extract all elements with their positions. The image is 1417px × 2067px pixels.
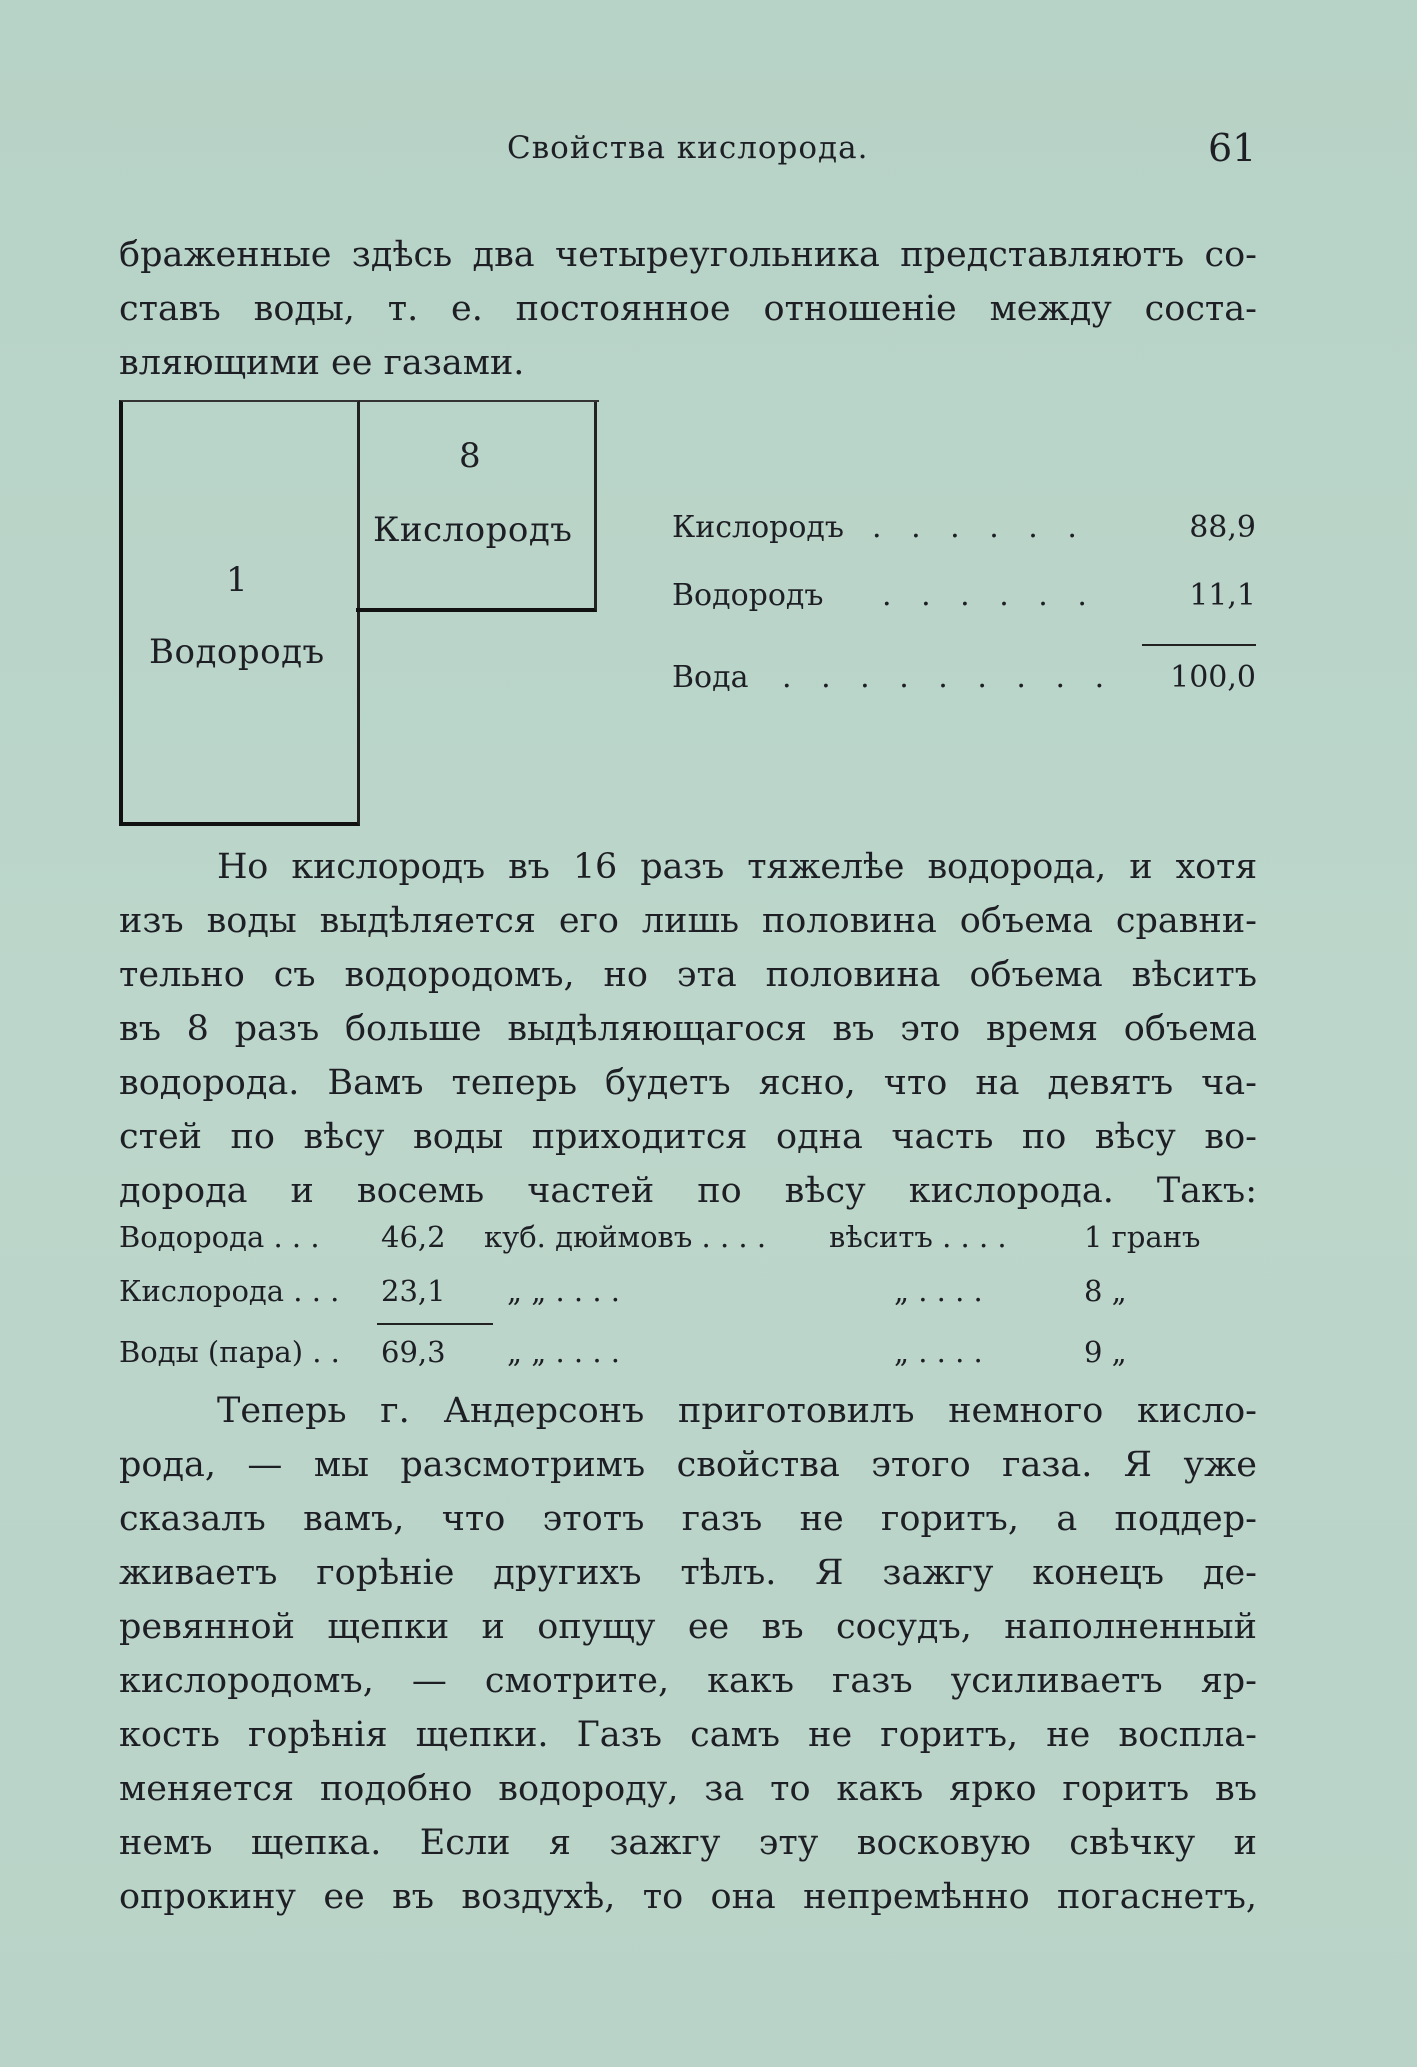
weight-amount: 23,1 (381, 1274, 446, 1308)
composition-name: Вода (672, 660, 749, 695)
text-line: сказалъ вамъ, что этотъ газъ не горитъ, а поддер- (119, 1499, 1257, 1539)
text-line: кость горѣнія щепки. Газъ самъ не горитъ, не воспла- (119, 1715, 1257, 1755)
composition-dots: . . . . . . (872, 510, 1087, 545)
running-title: Свойства кислорода. (507, 130, 869, 166)
text-line: изъ воды выдѣляется его лишь половина объема сравни- (119, 901, 1257, 941)
weight-value: 9 „ (1084, 1335, 1127, 1369)
paragraph-2 (119, 1384, 1257, 1924)
weight-substance: Водорода . . . (119, 1220, 320, 1254)
text-line: Теперь г. Андерсонъ приготовилъ немного кисло- (217, 1391, 1257, 1431)
composition-row (672, 578, 1256, 622)
oxygen-volume: 8 (459, 436, 481, 476)
intro-text (119, 228, 1257, 390)
weight-substance: Воды (пара) . . (119, 1335, 340, 1369)
weight-unit: „ „ . . . . (507, 1274, 621, 1308)
composition-row (672, 510, 1256, 554)
text-line: немъ щепка. Если я зажгу эту восковую свѣчку и (119, 1823, 1257, 1863)
composition-name: Кислородъ (672, 510, 844, 545)
weight-row (119, 1220, 1201, 1264)
weight-value: 1 гранъ (1084, 1220, 1201, 1254)
text-line: Но кислородъ въ 16 разъ тяжелѣе водорода, и хотя (217, 847, 1257, 887)
text-line: опрокину ее въ воздухѣ, то она непремѣнно погаснетъ, (119, 1877, 1257, 1917)
text-line: дорода и восемь частей по вѣсу кислорода. Такъ: (119, 1171, 1257, 1211)
composition-dots: . . . . . . . . . (782, 660, 1115, 695)
text-line: тельно съ водородомъ, но эта половина объема вѣситъ (119, 955, 1257, 995)
weight-amount: 46,2 (381, 1220, 446, 1254)
composition-row (672, 660, 1256, 704)
text-line: меняется подобно водороду, за то какъ ярко горитъ въ (119, 1769, 1257, 1809)
text-line: въ 8 разъ больше выдѣляющагося въ это время объема (119, 1009, 1257, 1049)
text-line: вляющими ее газами. (119, 343, 525, 383)
text-line: кислородомъ, — смотрите, какъ газъ усиливаетъ яр- (119, 1661, 1257, 1701)
text-line: рода, — мы разсмотримъ свойства этого газа. Я уже (119, 1445, 1257, 1485)
paragraph-1 (119, 840, 1257, 1218)
weight-verb: вѣситъ . . . . (829, 1220, 1007, 1254)
composition-value: 100,0 (1170, 660, 1256, 695)
weight-substance: Кислорода . . . (119, 1274, 340, 1308)
weight-amount: 69,3 (381, 1335, 446, 1369)
weight-row (119, 1274, 1179, 1318)
page-number: 61 (1208, 126, 1257, 170)
oxygen-label: Кислородъ (373, 510, 573, 550)
weight-sum-rule (377, 1323, 493, 1325)
weight-value: 8 „ (1084, 1274, 1127, 1308)
hydrogen-box (119, 400, 360, 826)
text-line: водорода. Вамъ теперь будетъ ясно, что на девятъ ча- (119, 1063, 1257, 1103)
composition-name: Водородъ (672, 578, 824, 613)
composition-value: 88,9 (1189, 510, 1256, 545)
hydrogen-volume: 1 (226, 560, 248, 600)
hydrogen-label: Водородъ (149, 632, 325, 672)
text-line: ставъ воды, т. е. постоянное отношеніе между соста- (119, 289, 1257, 329)
text-line: ревянной щепки и опущу ее въ сосудъ, наполненный (119, 1607, 1257, 1647)
weight-verb: „ . . . . (894, 1274, 983, 1308)
water-volume-diagram (119, 400, 601, 828)
composition-sum-rule (1142, 644, 1256, 646)
oxygen-box (356, 402, 597, 612)
weight-unit: „ „ . . . . (507, 1335, 621, 1369)
weight-row (119, 1335, 1179, 1379)
weight-verb: „ . . . . (894, 1335, 983, 1369)
composition-dots: . . . . . . (882, 578, 1097, 613)
text-line: браженные здѣсь два четыреугольника представляютъ со- (119, 235, 1257, 275)
text-line: стей по вѣсу воды приходится одна часть по вѣсу во- (119, 1117, 1257, 1157)
composition-value: 11,1 (1189, 578, 1256, 613)
text-line: живаетъ горѣніе другихъ тѣлъ. Я зажгу конецъ де- (119, 1553, 1257, 1593)
weight-unit: куб. дюймовъ . . . . (484, 1220, 767, 1254)
